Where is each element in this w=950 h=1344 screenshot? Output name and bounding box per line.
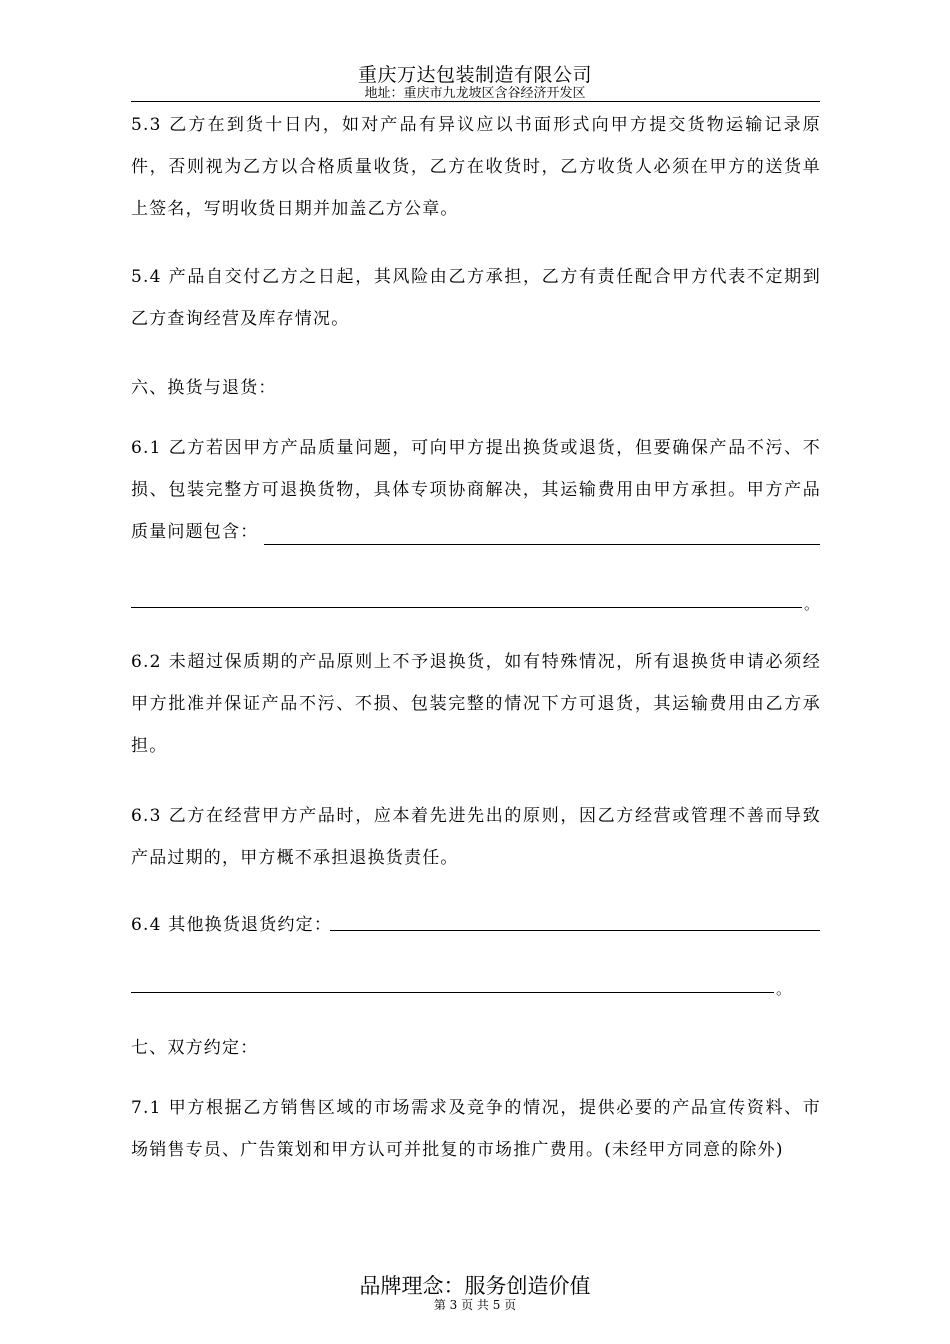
fill-in-line-6-1a (264, 544, 820, 545)
clause-5-4: 5.4 产品自交付乙方之日起，其风险由乙方承担，乙方有责任配合甲方代表不定期到乙方查询经营及库存情况。 (131, 267, 821, 329)
fill-in-line-6-4b (131, 992, 774, 993)
brand-slogan: 品牌理念：服务创造价值 (359, 1274, 591, 1298)
section-6-heading: 六、换货与退货： (131, 378, 277, 398)
page-number: 第 3 页 共 5 页 (433, 1298, 517, 1312)
clause-6-1: 6.1 乙方若因甲方产品质量问题，可向甲方提出换货或退货，但要确保产品不污、不损、包装完整方可退换货物，具体专项协商解决，其运输费用由甲方承担。甲方产品质量问题包含： (131, 438, 821, 542)
clause-5-3: 5.3 乙方在到货十日内，如对产品有异议应以书面形式向甲方提交货物运输记录原件，否则视为乙方以合格质量收货，乙方在收货时，乙方收货人必须在甲方的送货单上签名，写明收货日期并加盖乙方公章。 (131, 115, 821, 219)
fill-in-end-mark-6-4: 。 (776, 980, 792, 998)
clause-7-1: 7.1 甲方根据乙方销售区域的市场需求及竞争的情况，提供必要的产品宣传资料、市场销售专员、广告策划和甲方认可并批复的市场推广费用。(未经甲方同意的除外) (131, 1098, 821, 1160)
fill-in-end-mark-6-1: 。 (804, 595, 820, 613)
clause-6-3: 6.3 乙方在经营甲方产品时，应本着先进先出的原则，因乙方经营或管理不善而导致产品过期的，甲方概不承担退换货责任。 (131, 806, 821, 868)
header-divider (131, 101, 820, 102)
fill-in-line-6-1b (131, 607, 802, 608)
company-address: 地址：重庆市九龙坡区含谷经济开发区 (364, 86, 586, 101)
clause-6-4: 6.4 其他换货退货约定： (131, 915, 333, 935)
clause-6-2: 6.2 未超过保质期的产品原则上不予退换货，如有特殊情况，所有退换货申请必须经甲方批准并保证产品不污、不损、包装完整的情况下方可退货，其运输费用由乙方承担。 (131, 652, 821, 756)
section-7-heading: 七、双方约定： (131, 1038, 259, 1058)
fill-in-line-6-4a (330, 930, 820, 931)
company-name: 重庆万达包装制造有限公司 (357, 64, 592, 86)
